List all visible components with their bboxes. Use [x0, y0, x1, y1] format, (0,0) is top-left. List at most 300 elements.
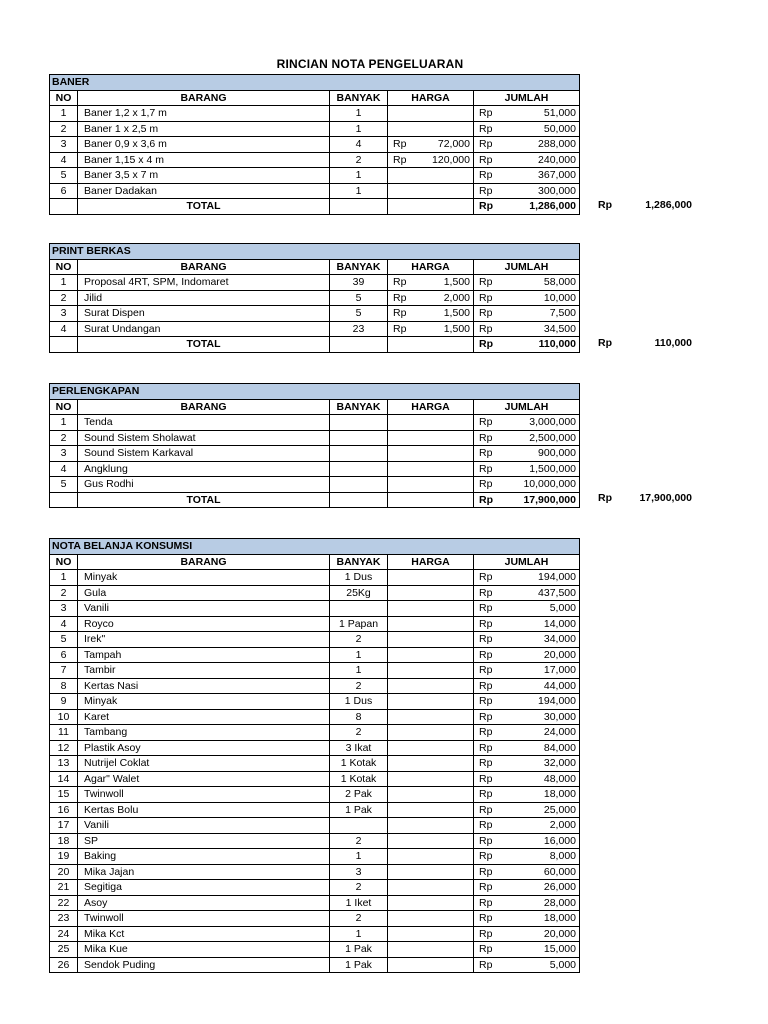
cell-banyak: 1: [330, 926, 388, 942]
total-row: [50, 492, 580, 508]
cell-jumlah: [474, 647, 580, 663]
cell-harga: [388, 616, 474, 632]
cell-banyak: [330, 818, 388, 834]
jumlah-value: 26,000: [543, 881, 576, 893]
harga-value: 120,000: [432, 153, 470, 166]
cell-banyak: 1: [330, 168, 388, 184]
cell-jumlah: [474, 183, 580, 199]
cell-harga: [388, 477, 474, 493]
cell-no: 1: [50, 570, 78, 586]
table-row: [50, 957, 580, 973]
cell-jumlah: [474, 942, 580, 958]
cell-no: 18: [50, 833, 78, 849]
cell-barang: Tambir: [78, 663, 330, 679]
section-title: BANER: [50, 75, 580, 91]
jumlah-value: 8,000: [549, 850, 576, 862]
cell-harga: [388, 694, 474, 710]
cell-barang: Baner 1,2 x 1,7 m: [78, 106, 330, 122]
jumlah-value: 20,000: [543, 648, 576, 661]
cell-jumlah: [474, 570, 580, 586]
currency-label: Rp: [479, 850, 493, 862]
cell-harga: [388, 585, 474, 601]
cell-banyak: 1 Pak: [330, 957, 388, 973]
cell-banyak: 2: [330, 833, 388, 849]
table-row: [50, 137, 580, 153]
cell-banyak: 25Kg: [330, 585, 388, 601]
cell-jumlah: [474, 802, 580, 818]
currency-label: Rp: [479, 741, 493, 754]
table-row: [50, 740, 580, 756]
table-row: [50, 152, 580, 168]
cell-harga: [388, 137, 474, 153]
cell-jumlah: [474, 168, 580, 184]
cell-barang: Angklung: [78, 461, 330, 477]
cell-banyak: 1 Kotak: [330, 756, 388, 772]
cell-jumlah: [474, 911, 580, 927]
table-row: [50, 290, 580, 306]
cell-jumlah: [474, 833, 580, 849]
cell-banyak: 2: [330, 880, 388, 896]
cell-no: 1: [50, 106, 78, 122]
currency-label: Rp: [479, 943, 493, 955]
currency-label: Rp: [479, 322, 493, 335]
cell-banyak: 2: [330, 632, 388, 648]
currency-label: Rp: [393, 291, 407, 304]
cell-barang: Proposal 4RT, SPM, Indomaret: [78, 275, 330, 291]
cell-jumlah: [474, 290, 580, 306]
total-blank: [330, 492, 388, 508]
cell-barang: Sound Sistem Karkaval: [78, 446, 330, 462]
currency-label: Rp: [393, 153, 407, 166]
header-no: NO: [50, 259, 78, 275]
cell-jumlah: [474, 446, 580, 462]
table-row: [50, 647, 580, 663]
jumlah-value: 28,000: [543, 896, 576, 909]
cell-no: 11: [50, 725, 78, 741]
cell-jumlah: [474, 477, 580, 493]
cell-barang: Surat Dispen: [78, 306, 330, 322]
jumlah-value: 51,000: [543, 107, 576, 119]
cell-harga: [388, 647, 474, 663]
jumlah-value: 34,500: [543, 322, 576, 335]
cell-banyak: 1: [330, 663, 388, 679]
cell-jumlah: [474, 895, 580, 911]
jumlah-value: 194,000: [538, 571, 576, 583]
table-row: [50, 663, 580, 679]
table-row: [50, 911, 580, 927]
currency-label: Rp: [479, 819, 493, 831]
currency-label: Rp: [479, 710, 493, 723]
cell-harga: [388, 957, 474, 973]
cell-no: 4: [50, 321, 78, 337]
cell-harga: [388, 106, 474, 122]
table-row: [50, 864, 580, 880]
cell-harga: [388, 771, 474, 787]
jumlah-value: 58,000: [543, 276, 576, 288]
currency-label: Rp: [393, 138, 407, 150]
currency-label: Rp: [479, 291, 493, 304]
total-label: TOTAL: [78, 492, 330, 508]
cell-no: 4: [50, 152, 78, 168]
cell-barang: Baner 1 x 2,5 m: [78, 121, 330, 137]
cell-harga: [388, 121, 474, 137]
cell-jumlah: [474, 461, 580, 477]
table-row: [50, 880, 580, 896]
header-harga: HARGA: [388, 259, 474, 275]
currency-label: Rp: [479, 896, 493, 909]
total-row: [50, 337, 580, 353]
currency-label: Rp: [479, 200, 493, 212]
cell-no: 14: [50, 771, 78, 787]
currency-label: Rp: [479, 772, 493, 785]
jumlah-value: 10,000,000: [523, 478, 576, 490]
jumlah-value: 1,500,000: [529, 462, 576, 475]
side-total-value: 1,286,000: [645, 198, 692, 211]
currency-label: Rp: [479, 602, 493, 614]
jumlah-value: 2,000: [549, 819, 576, 831]
cell-harga: [388, 275, 474, 291]
currency-label: Rp: [479, 338, 493, 350]
cell-barang: Baner 3,5 x 7 m: [78, 168, 330, 184]
header-no: NO: [50, 554, 78, 570]
cell-jumlah: [474, 415, 580, 431]
cell-no: 5: [50, 632, 78, 648]
header-banyak: BANYAK: [330, 259, 388, 275]
cell-barang: Tenda: [78, 415, 330, 431]
cell-harga: [388, 306, 474, 322]
jumlah-value: 288,000: [538, 138, 576, 150]
cell-banyak: [330, 601, 388, 617]
total-blank: [388, 199, 474, 215]
cell-jumlah: [474, 694, 580, 710]
total-row: [50, 199, 580, 215]
cell-harga: [388, 926, 474, 942]
cell-barang: Baner 1,15 x 4 m: [78, 152, 330, 168]
cell-harga: [388, 895, 474, 911]
cell-barang: Twinwoll: [78, 787, 330, 803]
cell-no: 4: [50, 616, 78, 632]
table-row: [50, 477, 580, 493]
jumlah-value: 5,000: [549, 602, 576, 614]
header-harga: HARGA: [388, 399, 474, 415]
cell-jumlah: [474, 601, 580, 617]
currency-label: Rp: [479, 617, 493, 630]
cell-harga: [388, 864, 474, 880]
header-jumlah: JUMLAH: [474, 90, 580, 106]
section-table: [49, 243, 580, 353]
cell-banyak: 3: [330, 864, 388, 880]
cell-no: 3: [50, 306, 78, 322]
currency-label: Rp: [479, 447, 493, 459]
cell-harga: [388, 290, 474, 306]
table-row: [50, 818, 580, 834]
table-row: [50, 694, 580, 710]
cell-no: 1: [50, 275, 78, 291]
total-blank: [388, 337, 474, 353]
cell-barang: Mika Kct: [78, 926, 330, 942]
cell-banyak: 2 Pak: [330, 787, 388, 803]
cell-banyak: 1: [330, 183, 388, 199]
cell-no: 5: [50, 168, 78, 184]
currency-label: Rp: [479, 586, 493, 599]
cell-harga: [388, 601, 474, 617]
cell-barang: Baner 0,9 x 3,6 m: [78, 137, 330, 153]
jumlah-value: 44,000: [543, 679, 576, 692]
currency-label: Rp: [479, 571, 493, 583]
cell-harga: [388, 430, 474, 446]
cell-no: 3: [50, 446, 78, 462]
cell-no: 6: [50, 647, 78, 663]
cell-jumlah: [474, 709, 580, 725]
cell-barang: Vanili: [78, 818, 330, 834]
currency-label: Rp: [479, 633, 493, 645]
cell-banyak: [330, 477, 388, 493]
cell-banyak: 1 Dus: [330, 694, 388, 710]
cell-harga: [388, 740, 474, 756]
cell-banyak: 1 Iket: [330, 895, 388, 911]
cell-jumlah: [474, 321, 580, 337]
cell-banyak: [330, 430, 388, 446]
currency-label: Rp: [479, 958, 493, 971]
cell-barang: Sendok Puding: [78, 957, 330, 973]
header-no: NO: [50, 90, 78, 106]
section-table: [49, 74, 580, 215]
cell-banyak: 23: [330, 321, 388, 337]
column-header-row: [50, 259, 580, 275]
cell-banyak: 4: [330, 137, 388, 153]
cell-harga: [388, 632, 474, 648]
cell-no: 24: [50, 926, 78, 942]
currency-label: Rp: [479, 138, 493, 150]
currency-label: Rp: [479, 757, 493, 769]
cell-no: 20: [50, 864, 78, 880]
cell-barang: Tampah: [78, 647, 330, 663]
cell-harga: [388, 570, 474, 586]
table-row: [50, 802, 580, 818]
cell-barang: Asoy: [78, 895, 330, 911]
header-barang: BARANG: [78, 90, 330, 106]
currency-label: Rp: [393, 307, 407, 319]
currency-label: Rp: [479, 927, 493, 940]
total-value-cell: [474, 337, 580, 353]
cell-banyak: 2: [330, 678, 388, 694]
harga-value: 1,500: [443, 307, 470, 319]
cell-harga: [388, 787, 474, 803]
section-header-row: [50, 384, 580, 400]
cell-banyak: 1 Kotak: [330, 771, 388, 787]
jumlah-value: 14,000: [543, 617, 576, 630]
cell-jumlah: [474, 678, 580, 694]
cell-barang: Plastik Asoy: [78, 740, 330, 756]
cell-jumlah: [474, 849, 580, 865]
cell-barang: Baking: [78, 849, 330, 865]
cell-banyak: 5: [330, 306, 388, 322]
cell-banyak: 3 Ikat: [330, 740, 388, 756]
cell-harga: [388, 911, 474, 927]
section-title: PERLENGKAPAN: [50, 384, 580, 400]
cell-jumlah: [474, 740, 580, 756]
currency-label: Rp: [479, 788, 493, 800]
cell-barang: Jilid: [78, 290, 330, 306]
cell-banyak: 1: [330, 121, 388, 137]
total-label: TOTAL: [78, 337, 330, 353]
column-header-row: [50, 554, 580, 570]
cell-barang: Karet: [78, 709, 330, 725]
cell-barang: Mika Kue: [78, 942, 330, 958]
currency-label: Rp: [479, 912, 493, 924]
cell-no: 25: [50, 942, 78, 958]
column-header-row: [50, 399, 580, 415]
cell-barang: Mika Jajan: [78, 864, 330, 880]
harga-value: 72,000: [437, 138, 470, 150]
cell-barang: SP: [78, 833, 330, 849]
cell-harga: [388, 663, 474, 679]
currency-label: Rp: [479, 462, 493, 475]
column-header-row: [50, 90, 580, 106]
table-row: [50, 430, 580, 446]
jumlah-value: 24,000: [543, 726, 576, 738]
currency-label: Rp: [393, 322, 407, 335]
jumlah-value: 900,000: [538, 447, 576, 459]
cell-barang: Kertas Nasi: [78, 678, 330, 694]
currency-label: Rp: [479, 184, 493, 197]
table-row: [50, 461, 580, 477]
cell-barang: Nutrijel Coklat: [78, 756, 330, 772]
cell-barang: Agar" Walet: [78, 771, 330, 787]
cell-no: 1: [50, 415, 78, 431]
currency-label: Rp: [479, 664, 493, 676]
table-row: [50, 121, 580, 137]
jumlah-value: 32,000: [543, 757, 576, 769]
cell-barang: Vanili: [78, 601, 330, 617]
currency-label: Rp: [598, 336, 612, 349]
table-row: [50, 756, 580, 772]
total-value: 17,900,000: [523, 493, 576, 506]
currency-label: Rp: [479, 695, 493, 707]
header-jumlah: JUMLAH: [474, 259, 580, 275]
currency-label: Rp: [479, 881, 493, 893]
currency-label: Rp: [479, 726, 493, 738]
cell-banyak: 2: [330, 725, 388, 741]
jumlah-value: 48,000: [543, 772, 576, 785]
cell-harga: [388, 461, 474, 477]
cell-banyak: [330, 446, 388, 462]
jumlah-value: 18,000: [543, 788, 576, 800]
cell-no: 16: [50, 802, 78, 818]
total-value: 110,000: [538, 338, 576, 350]
currency-label: Rp: [479, 307, 493, 319]
table-row: [50, 942, 580, 958]
table-row: [50, 833, 580, 849]
cell-harga: [388, 818, 474, 834]
jumlah-value: 17,000: [543, 664, 576, 676]
cell-barang: Sound Sistem Sholawat: [78, 430, 330, 446]
cell-no: 2: [50, 121, 78, 137]
cell-harga: [388, 321, 474, 337]
header-harga: HARGA: [388, 554, 474, 570]
header-barang: BARANG: [78, 259, 330, 275]
currency-label: Rp: [598, 492, 612, 505]
cell-no: 5: [50, 477, 78, 493]
cell-jumlah: [474, 663, 580, 679]
table-row: [50, 926, 580, 942]
cell-banyak: 1: [330, 106, 388, 122]
cell-jumlah: [474, 864, 580, 880]
harga-value: 1,500: [443, 276, 470, 288]
header-banyak: BANYAK: [330, 90, 388, 106]
table-row: [50, 446, 580, 462]
currency-label: Rp: [479, 478, 493, 490]
cell-no: 6: [50, 183, 78, 199]
cell-jumlah: [474, 632, 580, 648]
cell-jumlah: [474, 137, 580, 153]
cell-no: 2: [50, 290, 78, 306]
currency-label: Rp: [479, 122, 493, 135]
total-blank: [330, 199, 388, 215]
jumlah-value: 5,000: [549, 958, 576, 971]
cell-jumlah: [474, 926, 580, 942]
section-table: [49, 538, 580, 973]
cell-no: 21: [50, 880, 78, 896]
cell-no: 19: [50, 849, 78, 865]
cell-harga: [388, 756, 474, 772]
cell-no: 22: [50, 895, 78, 911]
table-row: [50, 321, 580, 337]
table-row: [50, 771, 580, 787]
table-row: [50, 183, 580, 199]
cell-no: 8: [50, 678, 78, 694]
cell-banyak: 39: [330, 275, 388, 291]
table-row: [50, 709, 580, 725]
cell-harga: [388, 415, 474, 431]
cell-barang: Minyak: [78, 694, 330, 710]
cell-banyak: 2: [330, 152, 388, 168]
header-banyak: BANYAK: [330, 554, 388, 570]
header-harga: HARGA: [388, 90, 474, 106]
cell-harga: [388, 152, 474, 168]
table-row: [50, 570, 580, 586]
cell-no: 17: [50, 818, 78, 834]
header-jumlah: JUMLAH: [474, 399, 580, 415]
jumlah-value: 18,000: [543, 912, 576, 924]
cell-jumlah: [474, 771, 580, 787]
total-blank: [330, 337, 388, 353]
total-blank: [50, 337, 78, 353]
jumlah-value: 10,000: [543, 291, 576, 304]
section-header-row: [50, 244, 580, 260]
cell-banyak: [330, 461, 388, 477]
cell-harga: [388, 942, 474, 958]
cell-no: 2: [50, 585, 78, 601]
cell-no: 12: [50, 740, 78, 756]
cell-jumlah: [474, 121, 580, 137]
cell-banyak: 8: [330, 709, 388, 725]
cell-no: 4: [50, 461, 78, 477]
cell-jumlah: [474, 616, 580, 632]
cell-jumlah: [474, 818, 580, 834]
cell-no: 2: [50, 430, 78, 446]
table-row: [50, 415, 580, 431]
cell-barang: Tambang: [78, 725, 330, 741]
currency-label: Rp: [479, 648, 493, 661]
cell-banyak: 5: [330, 290, 388, 306]
currency-label: Rp: [479, 169, 493, 181]
cell-harga: [388, 802, 474, 818]
currency-label: Rp: [393, 276, 407, 288]
total-value-cell: [474, 492, 580, 508]
cell-no: 9: [50, 694, 78, 710]
cell-no: 23: [50, 911, 78, 927]
